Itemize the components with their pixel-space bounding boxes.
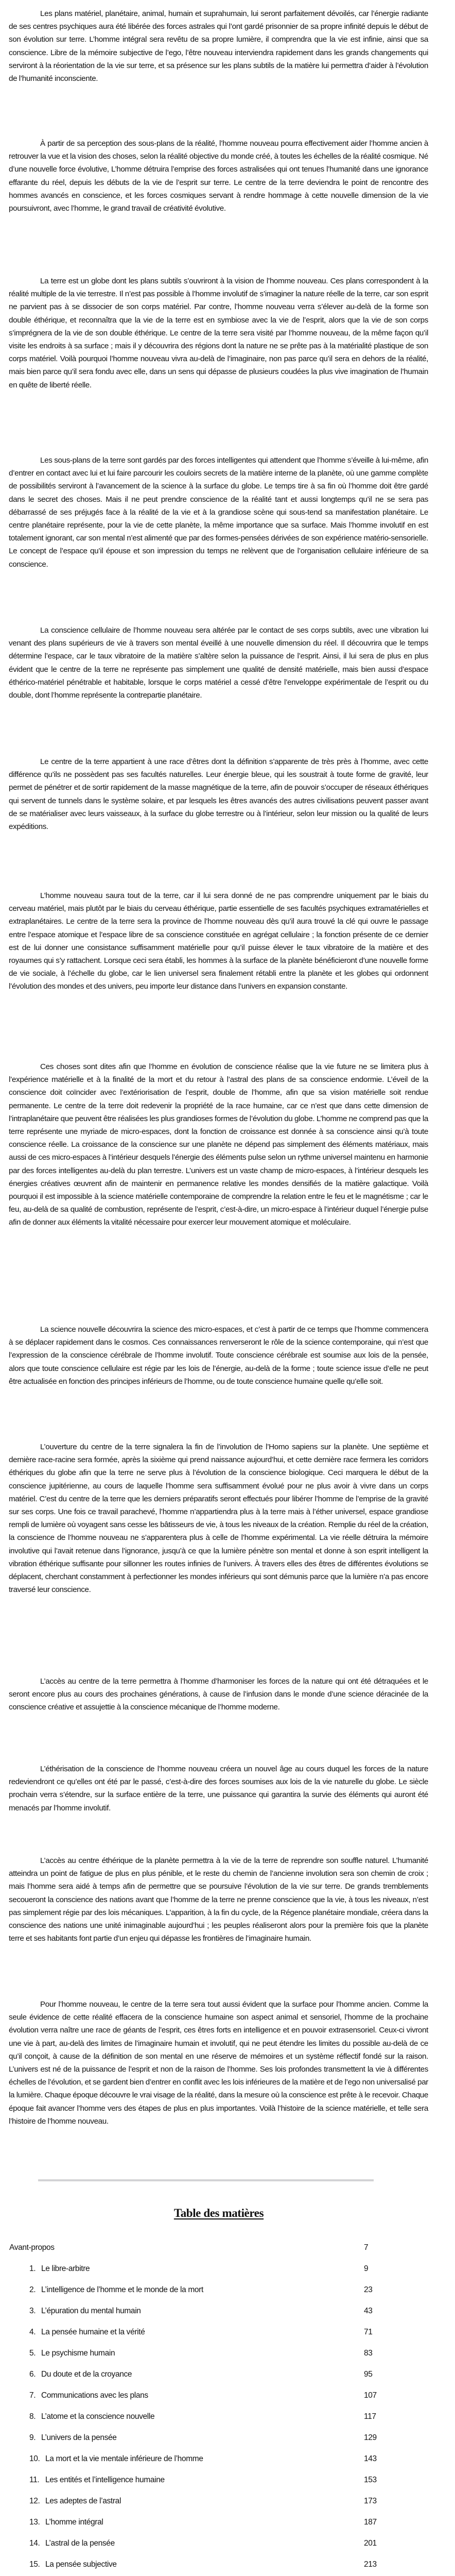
- toc-entry-chapter[interactable]: [0, 2305, 455, 2317]
- toc-entry-chapter[interactable]: [0, 2263, 455, 2275]
- toc-entry-page: 83: [364, 2349, 373, 2358]
- toc-entry-number: 12.: [29, 2497, 40, 2505]
- paragraph: La conscience cellulaire de l’homme nouveau sera altérée par le contact de ses corps subtils, avec une vibration lui venant des plans supérieurs de vie à travers son mental éveillé à une nouvelle dimension du réel. Il découvrira que le temps détermine l’espace, car le taux vibratoire de la matière s’altère selon la puissance de l’esprit. Ainsi, il lui sera de plus en plus évident que le centre de la terre ne représente pas simplement une qualité de densité matérielle, mais bien aussi d’espace éthérico-matériel pénétrable et habitable, lorsque le corps matériel a cessé d’être l’enveloppe expérimentale de l’esprit ou du double, dont l’homme représente la contrepartie planétaire.: [9, 626, 428, 700]
- toc-entry-page: 213: [364, 2560, 377, 2569]
- toc-entry-label: L’astral de la pensée: [45, 2539, 115, 2548]
- paragraph: Les sous-plans de la terre sont gardés par des forces intelligentes qui attendent que l’homme s’éveille à lui-même, afin d’entrer en contact avec lui et lui faire parcourir les couloirs secrets de la matière interne de la planète, où une gamme complète de possibilités serviront à l’avancement de la science à la surface du globe. Le temps tire à sa fin où l’homme doit être gardé dans le secret des choses. Mais il ne peut prendre conscience de la réalité tant et aussi longtemps qu’il ne se sera pas débarrassé de ses préjugés face à la réalité de la vie et à la grandiose scène qui sous-tend sa manifestation planétaire. Le centre planétaire représente, pour la vie de cette planète, la même importance que sa surface. Mais l’homme involutif en est totalement ignorant, car son mental n’est alimenté que par des formes-pensées dérivées de son expérience matério-sensorielle. Le concept de l’espace qu’il épouse et son impression du temps ne relèvent que de l’organisation cellulaire inférieure de sa conscience.: [9, 456, 428, 569]
- paragraph: L’homme nouveau saura tout de la terre, car il lui sera donné de ne pas comprendre uniquement par le biais du cerveau matériel, mais plutôt par le biais du cerveau éthérique, partie essentielle de ses facultés psychiques extramatérielles et extraplanétaires. Le centre de la terre sera la province de l’homme nouveau dès qu’il aura trouvé la clé qui ouvre le passage entre l’espace atomique et l’espace libre de sa conscience constituée en agrégat cellulaire ; la fonction présente de ce dernier est de lui donner une consistance suffisamment matérielle pour qu’il puisse élever le taux vibratoire de la matière et des royaumes qui s’y rattachent. Lorsque ceci sera établi, les hommes à la surface de la planète bénéficieront d’une nouvelle forme de vie sociale, à l’échelle du globe, car le lien universel sera finalement rétabli entre la planète et les globes qui ordonnent l’évolution des mondes et des univers, peu importe leur distance dans l’univers en expansion constante.: [9, 891, 428, 991]
- toc-entry-chapter[interactable]: [0, 2537, 455, 2550]
- toc-entry-label: Le psychisme humain: [41, 2349, 115, 2358]
- toc-entry-number: 9.: [29, 2433, 36, 2442]
- toc-entry-chapter[interactable]: [0, 2347, 455, 2360]
- paragraph: Le centre de la terre appartient à une race d’êtres dont la définition s’apparente de très près à l’homme, avec cette différence qu’ils ne possèdent pas ses facultés naturelles. Leur énergie bleue, qui les soustrait à toute forme de gravité, leur permet de pénétrer et de sortir rapidement de la masse magnétique de la terre, afin de pouvoir s’occuper de réseaux éthériques qui servent de tunnels dans le système solaire, et par lesquels les êtres avancés des autres civilisations peuvent passer avant de se matérialiser avec leurs vaisseaux, à la surface du globe terrestre ou à l’intérieur, selon leur mission ou la qualité de leurs expéditions.: [9, 757, 428, 832]
- toc-entry-number: 2.: [29, 2285, 36, 2294]
- paragraph: Les plans matériel, planétaire, animal, humain et suprahumain, lui seront parfaitement dévoilés, car l’énergie radiante de ses centres psychiques aura été libérée des forces astrales qui l’ont gardé prisonnier de sa propre infinité depuis le début de son évolution sur terre. L’homme intégral sera revêtu de sa propre lumière, il comprendra que la vie est infinie, ainsi que sa conscience. Libre de la mémoire subjective de l’ego, l’être nouveau interviendra rapidement dans les grands changements qui serviront à la réorientation de la vie sur terre, et sa présence sur les plans subtils de la matière lui permettra d’aider à l’évolution de l’humanité inconsciente.: [9, 9, 428, 83]
- toc-entry-label: Le libre-arbitre: [41, 2264, 90, 2273]
- paragraph: La science nouvelle découvrira la science des micro-espaces, et c’est à partir de ce temps que l’homme commencera à se déplacer rapidement dans le cosmos. Ces connaissances renverseront le rôle de la science contemporaine, qui n’est que l’expression de la conscience cérébrale de l’homme involutif. Toute conscience cérébrale est soumise aux lois de la pensée, alors que toute conscience cellulaire est régie par les lois de l’énergie, au-delà de la forme ; toute science issue d’elle ne peut être actualisée en fonction des principes inférieurs de l’homme, ou de toute conscience humaine quelle qu’elle soit.: [9, 1325, 428, 1386]
- toc-entry-page: 23: [364, 2285, 373, 2294]
- toc-entry-label: Communications avec les plans: [41, 2391, 148, 2400]
- toc-entry-page: 187: [364, 2518, 377, 2527]
- toc-entry-page: 201: [364, 2539, 377, 2548]
- toc-entry-label: Les adeptes de l’astral: [45, 2497, 121, 2505]
- toc-entry-label: L’homme intégral: [45, 2518, 103, 2527]
- paragraph: L’ouverture du centre de la terre signalera la fin de l’involution de l’Homo sapiens sur la planète. Une septième et dernière race-racine sera formée, après la sixième qui prend naissance aujourd’hui, et cette dernière race fermera les corridors éthériques du globe afin que la terre ne serve plus à l’évolution de la conscience biologique. Ceci marquera le début de la conscience jupitérienne, au cours de laquelle l’homme sera suffisamment évolué pour ne plus avoir à vivre dans un corps matériel. C’est du centre de la terre que les derniers préparatifs seront effectués pour libérer l’homme de l’emprise de la gravité sur ses corps. Une fois ce travail parachevé, l’homme n’appartiendra plus à la terre mais à l’éther universel, espace grandiose rempli de lumière où voyagent sans cesse les bâtisseurs de vie, à tous les niveaux de la création. Remplie du réel de la création, la conscience de l’homme nouveau ne s’apparentera plus à celle de l’homme expérimental. La vie réelle détruira la mémoire involutive qui l’avait retenue dans l’ignorance, jusqu’à ce que la lumière pénètre son mental et donne à son esprit intelligent la vibration éthérique suffisante pour sillonner les routes infinies de l’univers. À travers elles des êtres de différentes évolutions se déplacent, cherchant constamment à perfectionner les mondes inférieurs qui sont démunis parce que la lumière n’a pas encore traversé leur conscience.: [9, 1443, 428, 1595]
- toc-entry-number: 6.: [29, 2370, 36, 2379]
- toc-entry-label: La mort et la vie mentale inférieure de l’homme: [45, 2454, 203, 2463]
- toc-entry-chapter[interactable]: [0, 2495, 455, 2507]
- toc-entry-chapter[interactable]: [0, 2558, 455, 2571]
- toc-entry-page: 7: [364, 2243, 369, 2252]
- toc-entry-label: La pensée subjective: [45, 2560, 117, 2569]
- toc-entry-number: 5.: [29, 2349, 36, 2358]
- paragraph: L’accès au centre de la terre permettra à l’homme d’harmoniser les forces de la nature qui ont été détraquées et le seront encore plus au cours des prochaines générations, à cause de l’infusion dans le monde d’une science déracinée de la conscience créative et assujettie à la conscience mécanique de l’homme moderne.: [9, 1677, 428, 1712]
- toc-entry-chapter[interactable]: [0, 2474, 455, 2486]
- toc-entry-chapter[interactable]: [0, 2453, 455, 2465]
- toc-entry-number: 10.: [29, 2454, 40, 2463]
- toc-entry-page: 153: [364, 2476, 377, 2484]
- paragraph: Ces choses sont dites afin que l’homme en évolution de conscience réalise que la vie future ne se limitera plus à l’expérience matérielle et à la finalité de la mort et du retour à l’astral des plans de sa conscience endormie. L’éveil de la conscience doit coïncider avec l’extériorisation de l’esprit, double de l’homme, afin que sa vision matérielle soit rendue permanente. Le centre de la terre doit redevenir la propriété de la race humaine, car ce n’est que dans cette dimension de l’intraplanétaire que peuvent être réalisées les plus grandioses formes de l’évolution du globe. L’homme ne comprend pas que la terre représente une myriade de micro-espaces, dont la fonction de croissance est donnée à sa conscience ainsi qu’à toute conscience réelle. La croissance de la conscience sur une planète ne dépend pas simplement des éléments matériaux, mais aussi de ces micro-espaces à l’intérieur desquels l’énergie des éléments pulse selon un rythme universel maintenu en harmonie par des forces intelligentes au-delà du plan terrestre. L’univers est un vaste champ de micro-espaces, à l’intérieur desquels les énergies créatives œuvrent afin de maintenir en permanence relative les mondes densifiés de la matière galactique. Voilà pourquoi il est impossible à la science matérielle contemporaine de comprendre la relation entre le feu et le magnétisme ; car le feu, au-delà de sa qualité de combustion, représente de l’esprit, c’est-à-dire, un micro-espace à l’intérieur duquel l’énergie pulse afin de donner aux éléments la vitalité nécessaire pour exercer leur mouvement atomique et moléculaire.: [9, 1062, 428, 1227]
- paragraph: À partir de sa perception des sous-plans de la réalité, l’homme nouveau pourra effectivement aider l’homme ancien à retrouver la vue et la vision des choses, selon la réalité objective du monde créé, à toutes les échelles de la réalité cosmique. Né d’une nouvelle force évolutive, L’homme détruira l’emprise des forces astralisées qui ont tenues l’humanité dans une ignorance effarante du réel, depuis les débuts de la vie de l’esprit sur terre. Le centre de la terre deviendra le point de rencontre des hommes avancés en conscience, et les forces cosmiques servant à rendre hommage à cette nouvelle dimension de la vie poursuivront, avec l’homme, le grand travail de créativité évolutive.: [9, 139, 428, 213]
- toc-entry-label: Avant-propos: [9, 2243, 55, 2252]
- paragraph: L’éthérisation de la conscience de l’homme nouveau créera un nouvel âge au cours duquel les forces de la nature redeviendront ce qu’elles ont été par le passé, c’est-à-dire des forces soumises aux lois de la vie naturelle du globe. Le siècle prochain verra s’étendre, sur la surface entière de la terre, une puissance qui garantira la survie des éléments qui auront été menacés par l’homme involutif.: [9, 1765, 428, 1812]
- toc-entry-number: 8.: [29, 2412, 36, 2421]
- toc-entry-label: L’intelligence de l’homme et le monde de la mort: [41, 2285, 203, 2294]
- toc-entry-page: 173: [364, 2497, 377, 2505]
- toc-entry-label: Du doute et de la croyance: [41, 2370, 132, 2379]
- toc-entry-page: 117: [364, 2412, 376, 2421]
- toc-entry-chapter[interactable]: [0, 2411, 455, 2423]
- toc-entry-front[interactable]: [0, 2242, 455, 2254]
- toc-entry-number: 4.: [29, 2328, 36, 2336]
- paragraph: L’accès au centre éthérique de la planète permettra à la vie de la terre de reprendre son souffle naturel. L’humanité atteindra un point de fatigue de plus en plus pénible, et le reste du chemin de l’ancienne involution sera son chemin de croix ; mais l’homme sera aidé à temps afin de permettre que se poursuive l’évolution de la vie sur terre. De grands tremblements secoueront la conscience des nations avant que l’homme de la terre ne prenne conscience que la vie, à tous les niveaux, n’est pas simplement régie par des lois mécaniques. L’apparition, à la fin du cycle, de la Régence planétaire mondiale, créera dans la conscience des nations une unité inimaginable aujourd’hui ; les peuples réaliseront alors pour la première fois que la planète terre et ses habitants font partie d’un enjeu qui dépasse les frontières de l’imaginaire humain.: [9, 1856, 428, 1943]
- toc-entry-number: 15.: [29, 2560, 40, 2569]
- toc-entry-chapter[interactable]: [0, 2389, 455, 2402]
- toc-entry-number: 14.: [29, 2539, 40, 2548]
- toc-entry-page: 9: [364, 2264, 369, 2273]
- toc-entry-page: 43: [364, 2307, 373, 2315]
- toc-entry-label: L’atome et la conscience nouvelle: [41, 2412, 155, 2421]
- toc-entry-label: L’épuration du mental humain: [41, 2307, 141, 2315]
- toc-entry-page: 107: [364, 2391, 377, 2400]
- toc-entry-number: 1.: [29, 2264, 36, 2273]
- toc-entry-page: 71: [364, 2328, 373, 2336]
- toc-entry-chapter[interactable]: [0, 2368, 455, 2381]
- toc-entry-chapter[interactable]: [0, 2516, 455, 2529]
- paragraph: Pour l’homme nouveau, le centre de la terre sera tout aussi évident que la surface pour l’homme ancien. Comme la seule évidence de cette réalité effacera de la conscience humaine son aspect animal et sensoriel, l’homme de la prochaine évolution verra naître une race de géants de l’esprit, ces êtres forts en intelligence et en pouvoir extrasensoriel. Ceux-ci vivront une vie à part, au-delà des limites de l’imaginaire humain et involutif, qui ne peut étendre les limites du possible au-delà de ce qu’il conçoit, à cause de la définition de son mental en une réserve de mémoires et un système réflectif fondé sur la raison. L’univers est né de la puissance de l’esprit et non de la raison de l’homme. Ses lois profondes transmettent la vie à différentes échelles de l’évolution, et se gardent bien d’entrer en conflit avec les lois inférieures de la matière et de l’ego non universalisé par la lumière. Chaque époque découvre le vrai visage de la réalité, dans la mesure où la conscience est prête à le recevoir. Chaque époque fait avancer l’homme vers des étapes de plus en plus importantes. Voilà l’histoire de la science matérielle, et telle sera l’histoire de l’homme nouveau.: [9, 2000, 428, 2126]
- toc-entry-page: 129: [364, 2433, 377, 2442]
- toc-entry-page: 95: [364, 2370, 373, 2379]
- toc-entry-chapter[interactable]: [0, 2432, 455, 2444]
- toc-entry-number: 13.: [29, 2518, 40, 2527]
- toc-title: Table des matières: [173, 2207, 264, 2219]
- paragraph: La terre est un globe dont les plans subtils s’ouvriront à la vision de l’homme nouveau. Ces plans correspondent à la réalité multiple de la vie terrestre. Il n’est pas possible à l’homme involutif de s’imaginer la nature réelle de la terre, car son esprit ne parvient pas à se dissocier de son corps matériel. Par contre, l’homme nouveau verra s’élever au-delà de la forme son double éthérique, et reconnaîtra que la vie de la terre est en symbiose avec la vie de l’esprit, alors que la vie de son corps s’imprégnera de la vie de son double éthérique. Le centre de la terre sera visité par l’homme nouveau, de la même façon qu’il visite les endroits à sa surface ; mais il y découvrira des régions dont la nature ne se prête pas à la matérialité plastique de son corps matériel. Voilà pourquoi l’homme nouveau vivra au-delà de l’imaginaire, non pas parce qu’il sera en dehors de la réalité, mais bien parce qu’il sera fondu avec elle, dans un sens qui dépasse de plusieurs coudées la plus vive imagination de l’humain en quête de liberté réelle.: [9, 277, 428, 389]
- toc-entry-label: L’univers de la pensée: [41, 2433, 117, 2442]
- toc-entry-number: 7.: [29, 2391, 36, 2400]
- toc-entry-number: 3.: [29, 2307, 36, 2315]
- toc-entry-number: 11.: [29, 2476, 40, 2484]
- toc-entry-label: La pensée humaine et la vérité: [41, 2328, 145, 2336]
- toc-entry-chapter[interactable]: [0, 2284, 455, 2296]
- section-divider: [38, 2179, 374, 2181]
- toc-entry-chapter[interactable]: [0, 2326, 455, 2338]
- toc-entry-page: 143: [364, 2454, 377, 2463]
- toc-entry-label: Les entités et l’intelligence humaine: [45, 2476, 165, 2484]
